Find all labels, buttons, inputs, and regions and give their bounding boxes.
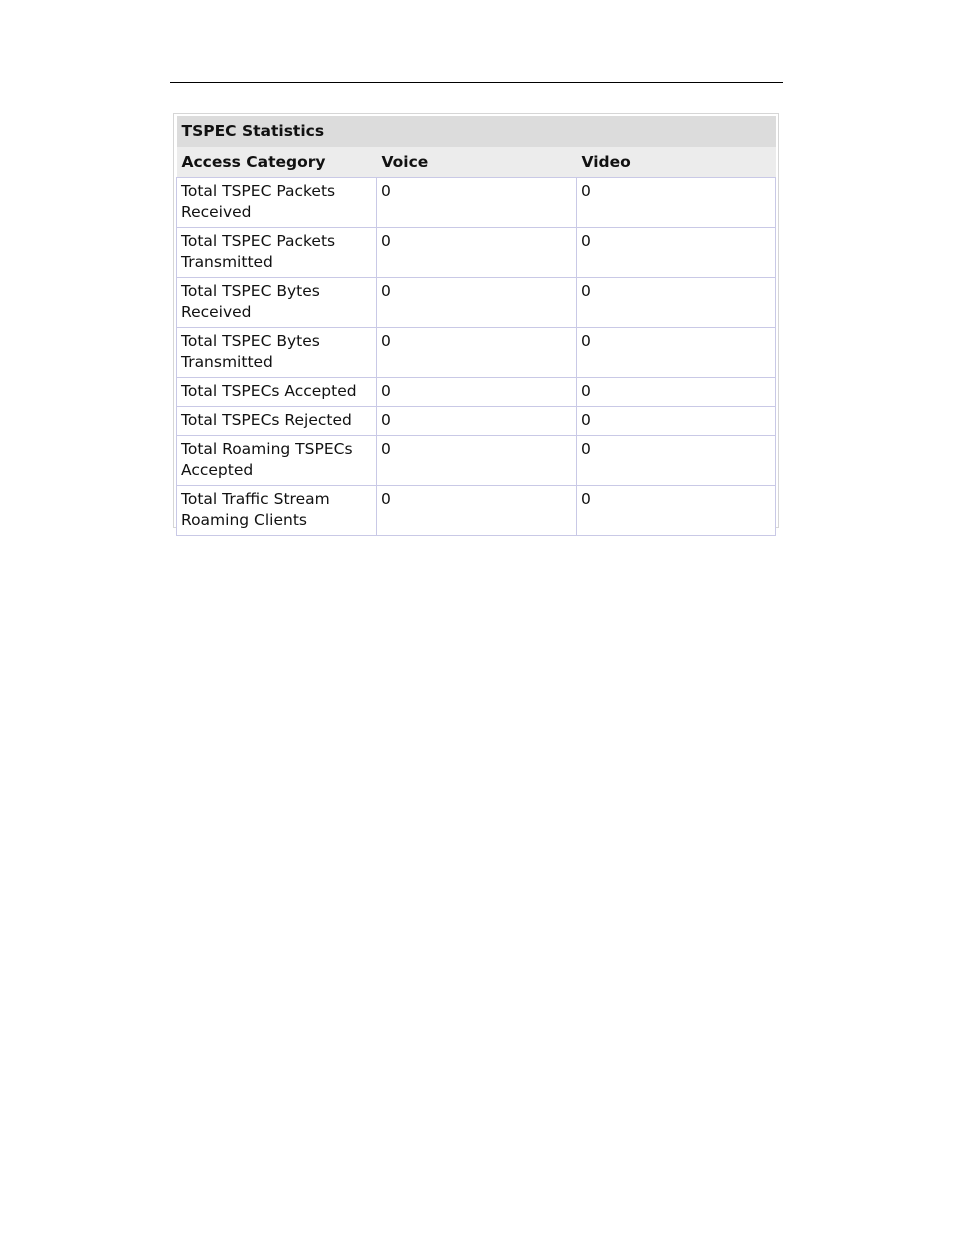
video-value: 0 [577,228,776,278]
video-value: 0 [577,407,776,436]
video-value: 0 [577,278,776,328]
voice-value: 0 [377,278,577,328]
page-header-rule [170,82,783,83]
video-value: 0 [577,328,776,378]
column-header-access-category: Access Category [177,147,377,178]
table-header-row [177,147,776,178]
row-label: Total TSPECs Accepted [177,378,377,407]
column-header-video: Video [577,147,776,178]
table-row [177,228,776,278]
table-title-row [177,116,776,147]
row-label: Total Roaming TSPECs Accepted [177,436,377,486]
voice-value: 0 [377,486,577,536]
row-label: Total Traffic Stream Roaming Clients [177,486,377,536]
voice-value: 0 [377,378,577,407]
voice-value: 0 [377,407,577,436]
table-title: TSPEC Statistics [177,116,776,147]
tspec-statistics-table [176,116,776,536]
voice-value: 0 [377,178,577,228]
table-row [177,278,776,328]
table-row [177,328,776,378]
voice-value: 0 [377,328,577,378]
video-value: 0 [577,436,776,486]
table-row [177,486,776,536]
row-label: Total TSPEC Packets Transmitted [177,228,377,278]
voice-value: 0 [377,228,577,278]
video-value: 0 [577,486,776,536]
row-label: Total TSPEC Packets Received [177,178,377,228]
video-value: 0 [577,378,776,407]
tspec-statistics-panel [173,113,779,528]
voice-value: 0 [377,436,577,486]
row-label: Total TSPEC Bytes Received [177,278,377,328]
table-row [177,436,776,486]
row-label: Total TSPEC Bytes Transmitted [177,328,377,378]
table-row [177,407,776,436]
table-row [177,378,776,407]
column-header-voice: Voice [377,147,577,178]
table-row [177,178,776,228]
row-label: Total TSPECs Rejected [177,407,377,436]
video-value: 0 [577,178,776,228]
